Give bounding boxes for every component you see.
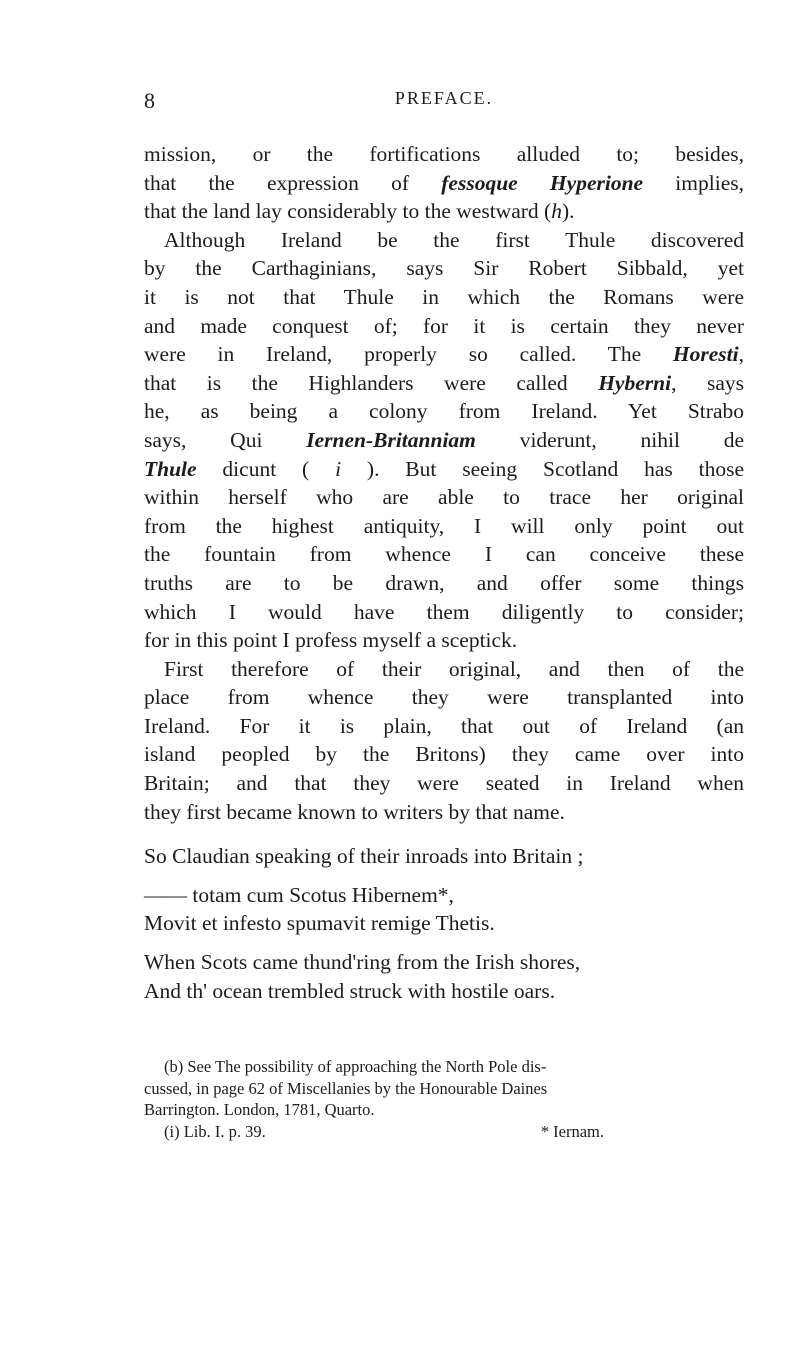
footnote-ref-star: * Iernam. xyxy=(540,1121,604,1141)
text-line: Although Ireland be the first Thule discovered xyxy=(164,227,744,252)
text-line: says, Qui Iernen-Britanniam viderunt, nihil de xyxy=(144,427,744,452)
footnote-line xyxy=(144,1121,604,1143)
footnote-line: cussed, in page 62 of Miscellanies by the Honourable Daines xyxy=(144,1078,548,1098)
verse-line: —— totam cum Scotus Hibernem*, xyxy=(144,882,454,907)
page-header xyxy=(144,88,744,118)
text-line: were in Ireland, properly so called. The Horesti, xyxy=(144,342,744,367)
verse-line: Movit et infesto spumavit remige Thetis. xyxy=(144,911,495,936)
text-line: that is the Highlanders were called Hyberni, says xyxy=(144,370,744,395)
text-line: truths are to be drawn, and offer some things xyxy=(144,570,744,595)
text-line: place from whence they were transplanted into xyxy=(144,685,744,710)
text-line: for in this point I profess myself a sceptick. xyxy=(144,628,518,653)
text-line: it is not that Thule in which the Romans were xyxy=(144,284,744,309)
text-line: Britain; and that they were seated in Ireland when xyxy=(144,771,744,796)
footnote-ref-i: (i) Lib. I. p. 39. xyxy=(164,1121,266,1141)
text-line: which I would have them diligently to consider; xyxy=(144,599,744,624)
verse-line: And th' ocean trembled struck with hostile oars. xyxy=(144,978,556,1003)
running-head: PREFACE. xyxy=(394,88,494,108)
text-line: they first became known to writers by that name. xyxy=(144,799,565,824)
verse-line: When Scots came thund'ring from the Irish shores, xyxy=(144,950,581,975)
page-number: 8 xyxy=(144,88,155,113)
text-line: that the land lay considerably to the westward (h). xyxy=(144,199,575,224)
text-line: Ireland. For it is plain, that out of Ireland (an xyxy=(144,713,744,738)
footnote-line: Barrington. London, 1781, Quarto. xyxy=(144,1100,375,1119)
text-line: from the highest antiquity, I will only point out xyxy=(144,513,744,538)
text-line: First therefore of their original, and then of the xyxy=(164,656,744,681)
footnotes xyxy=(144,1056,744,1142)
text-line: he, as being a colony from Ireland. Yet Strabo xyxy=(144,399,744,424)
text-line: mission, or the fortifications alluded to; besides, xyxy=(144,142,744,166)
text-line: and made conquest of; for it is certain they never xyxy=(144,313,744,338)
text-line: within herself who are able to trace her original xyxy=(144,485,744,510)
text-line: by the Carthaginians, says Sir Robert Sibbald, yet xyxy=(144,256,744,281)
text-line: So Claudian speaking of their inroads into Britain ; xyxy=(144,844,584,869)
text-line: Thule dicunt ( i ). But seeing Scotland has those xyxy=(144,456,744,481)
main-text xyxy=(144,140,744,1005)
footnote-line: (b) See The possibility of approaching the North Pole dis- xyxy=(164,1057,547,1076)
text-line: the fountain from whence I can conceive these xyxy=(144,542,744,567)
text-line: island peopled by the Britons) they came over into xyxy=(144,742,744,767)
text-line: that the expression of fessoque Hyperione implies, xyxy=(144,170,744,195)
